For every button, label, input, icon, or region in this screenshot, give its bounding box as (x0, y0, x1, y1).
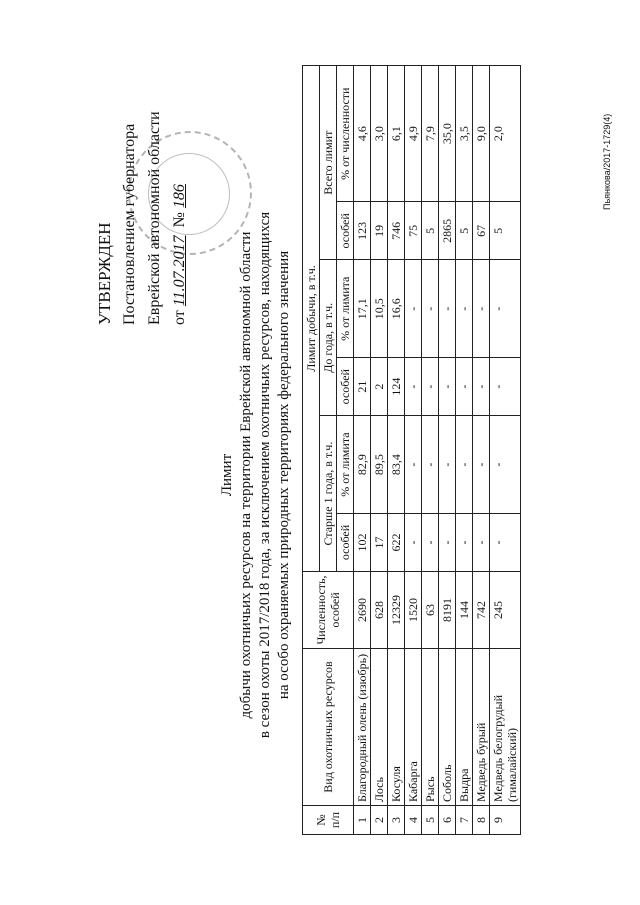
row-older-heads: - (473, 513, 490, 571)
row-number: 7 (456, 806, 473, 835)
row-younger-pct: - (405, 260, 422, 358)
row-species: Кабарга (405, 649, 422, 806)
row-older-pct: - (422, 416, 439, 514)
approval-date-line (167, 25, 192, 325)
number-prefix: № (171, 212, 188, 228)
row-younger-pct: - (473, 260, 490, 358)
header-num: № п/п (303, 806, 354, 835)
row-total-pct: 6,1 (388, 66, 405, 202)
title-line-4: на особо охраняемых природных территориях федерального значения (276, 250, 292, 700)
row-older-pct: - (405, 416, 422, 514)
table-row (354, 66, 371, 835)
row-population: 742 (473, 572, 490, 649)
row-total-pct: 9,0 (473, 66, 490, 202)
row-younger-heads: - (490, 358, 521, 416)
header-total-heads: особей (337, 202, 354, 260)
row-younger-pct: - (456, 260, 473, 358)
row-younger-heads: - (405, 358, 422, 416)
table-body (354, 66, 521, 835)
approval-block (92, 25, 192, 325)
table-row (473, 66, 490, 835)
row-younger-heads: 124 (388, 358, 405, 416)
row-total-heads: 123 (354, 202, 371, 260)
row-total-pct: 2,0 (490, 66, 521, 202)
row-population: 1520 (405, 572, 422, 649)
title-line-2: добычи охотничьих ресурсов на территории Еврейской автономной области (238, 231, 254, 719)
header-older-heads: особей (337, 513, 354, 571)
row-number: 8 (473, 806, 490, 835)
row-older-heads: 102 (354, 513, 371, 571)
row-species: Рысь (422, 649, 439, 806)
row-total-heads: 746 (388, 202, 405, 260)
row-total-heads: 75 (405, 202, 422, 260)
row-total-heads: 2865 (439, 202, 456, 260)
row-species: Благородный олень (изюбрь) (354, 649, 371, 806)
header-younger-heads: особей (337, 358, 354, 416)
row-species: Медведь бурый (473, 649, 490, 806)
row-total-heads: 5 (456, 202, 473, 260)
row-number: 6 (439, 806, 456, 835)
row-older-heads: - (422, 513, 439, 571)
row-younger-pct: - (422, 260, 439, 358)
title-line-3: в сезон охоты 2017/2018 года, за исключением охотничьих ресурсов, находящихся (257, 211, 273, 739)
row-older-pct: - (456, 416, 473, 514)
row-younger-pct: 10,5 (371, 260, 388, 358)
table-row (439, 66, 456, 835)
row-older-pct: - (473, 416, 490, 514)
row-number: 5 (422, 806, 439, 835)
row-older-pct: - (439, 416, 456, 514)
row-younger-pct: - (439, 260, 456, 358)
row-younger-heads: - (473, 358, 490, 416)
row-older-pct: 82,9 (354, 416, 371, 514)
row-population: 2690 (354, 572, 371, 649)
row-total-heads: 5 (490, 202, 521, 260)
header-limit-group: Лимит добычи, в т.ч. (303, 66, 320, 572)
row-population: 628 (371, 572, 388, 649)
table-row (456, 66, 473, 835)
approval-line-region: Еврейской автономной области (146, 111, 163, 325)
row-number: 9 (490, 806, 521, 835)
row-population: 8191 (439, 572, 456, 649)
row-younger-heads: 21 (354, 358, 371, 416)
table-row (490, 66, 521, 835)
row-species: Медведь белогрудый (гималайский) (490, 649, 521, 806)
table-row (422, 66, 439, 835)
row-total-pct: 3,0 (371, 66, 388, 202)
limit-table (302, 65, 521, 835)
row-population: 245 (490, 572, 521, 649)
header-species: Вид охотничьих ресурсов (303, 649, 354, 806)
row-older-heads: - (456, 513, 473, 571)
row-older-heads: 622 (388, 513, 405, 571)
header-total-pct: % от численности (337, 66, 354, 202)
row-total-pct: 4,9 (405, 66, 422, 202)
document-code: Пьянкова/2017-1729(4) (602, 113, 612, 210)
row-total-pct: 35,0 (439, 66, 456, 202)
document-title (218, 205, 294, 745)
row-total-heads: 67 (473, 202, 490, 260)
row-younger-heads: - (422, 358, 439, 416)
row-older-heads: - (490, 513, 521, 571)
row-species: Лось (371, 649, 388, 806)
row-number: 3 (388, 806, 405, 835)
row-younger-pct: - (490, 260, 521, 358)
header-total: Всего лимит (320, 66, 337, 260)
row-total-pct: 3,5 (456, 66, 473, 202)
row-younger-heads: - (439, 358, 456, 416)
row-younger-heads: 2 (371, 358, 388, 416)
header-older: Старше 1 года, в т.ч. (320, 416, 337, 572)
row-total-pct: 7,9 (422, 66, 439, 202)
table-row (388, 66, 405, 835)
row-older-pct: - (490, 416, 521, 514)
table-row (371, 66, 388, 835)
row-total-pct: 4,6 (354, 66, 371, 202)
row-older-heads: - (439, 513, 456, 571)
approval-heading: УТВЕРЖДЕН (95, 222, 114, 325)
row-number: 1 (354, 806, 371, 835)
approval-line-governor: Постановлением губернатора (121, 123, 138, 325)
table-row (405, 66, 422, 835)
row-total-heads: 5 (422, 202, 439, 260)
row-species: Соболь (439, 649, 456, 806)
date-prefix: от (171, 310, 188, 325)
approval-number: 186 (171, 184, 188, 209)
header-younger-pct: % от лимита (337, 260, 354, 358)
row-older-heads: - (405, 513, 422, 571)
row-species: Выдра (456, 649, 473, 806)
title-line-1: Лимит (219, 453, 235, 497)
row-number: 4 (405, 806, 422, 835)
row-population: 12329 (388, 572, 405, 649)
row-younger-pct: 17,1 (354, 260, 371, 358)
header-population: Численность, особей (303, 572, 354, 649)
header-younger: До года, в т.ч. (320, 260, 337, 416)
row-number: 2 (371, 806, 388, 835)
row-younger-pct: 16,6 (388, 260, 405, 358)
header-older-pct: % от лимита (337, 416, 354, 514)
row-younger-heads: - (456, 358, 473, 416)
row-total-heads: 19 (371, 202, 388, 260)
row-species: Косуля (388, 649, 405, 806)
row-population: 63 (422, 572, 439, 649)
row-older-heads: 17 (371, 513, 388, 571)
row-population: 144 (456, 572, 473, 649)
row-older-pct: 89,5 (371, 416, 388, 514)
approval-date: 11.07.2017 (171, 235, 188, 307)
row-older-pct: 83,4 (388, 416, 405, 514)
